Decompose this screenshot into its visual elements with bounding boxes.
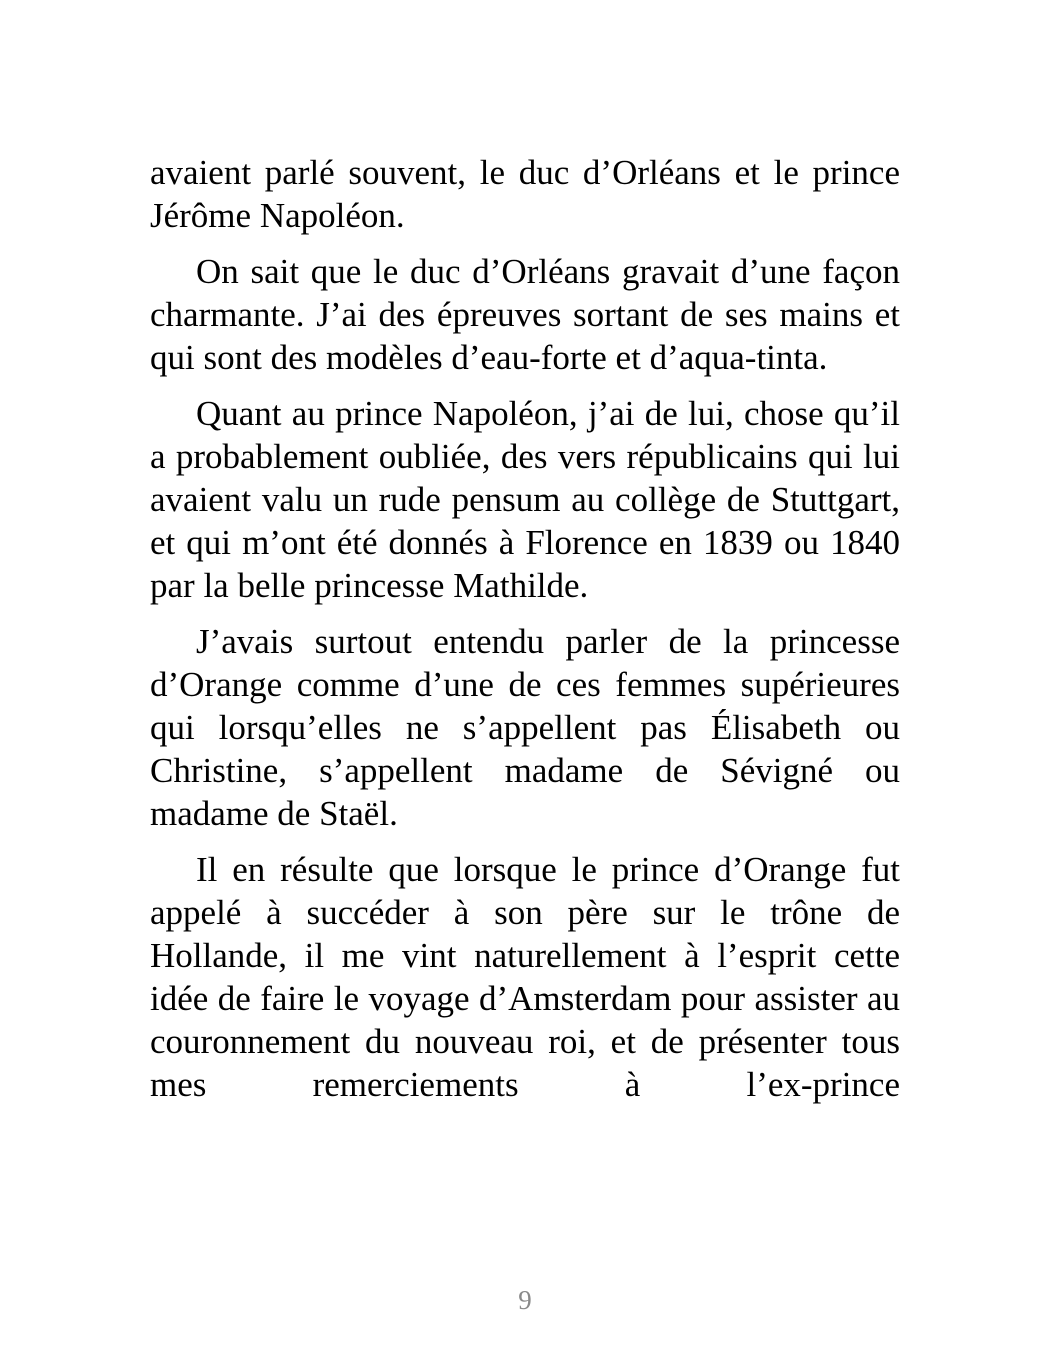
page-text [150,151,900,1119]
paragraph: Il en résulte que lorsque le prince d’Orange fut appelé à succéder à son père sur le trône de Hollande, il me vint naturellement à l’esprit cette idée de faire le voyage d’Amsterdam pour assister au couronnement du nouveau roi, et de présenter tous mes remerciements à l’ex-prince [150,850,900,1104]
page-number: 9 [518,1285,532,1315]
paragraph: On sait que le duc d’Orléans gravait d’une façon charmante. J’ai des épreuves sortant de ses mains et qui sont des modèles d’eau-forte et d’aqua-tinta. [150,252,900,377]
paragraph: Quant au prince Napoléon, j’ai de lui, chose qu’il a probablement oubliée, des vers républicains qui lui avaient valu un rude pensum au collège de Stuttgart, et qui m’ont été donnés à Florence en 1839 ou 1840 par la belle princesse Mathilde. [150,394,900,605]
paragraph-continuation: avaient parlé souvent, le duc d’Orléans et le prince Jérôme Napoléon. [150,153,900,235]
paragraph: J’avais surtout entendu parler de la princesse d’Orange comme d’une de ces femmes supérieures qui lorsqu’elles ne s’appellent pas Élisabeth ou Christine, s’appellent madame de Sévigné ou madame de Staël. [150,622,900,833]
